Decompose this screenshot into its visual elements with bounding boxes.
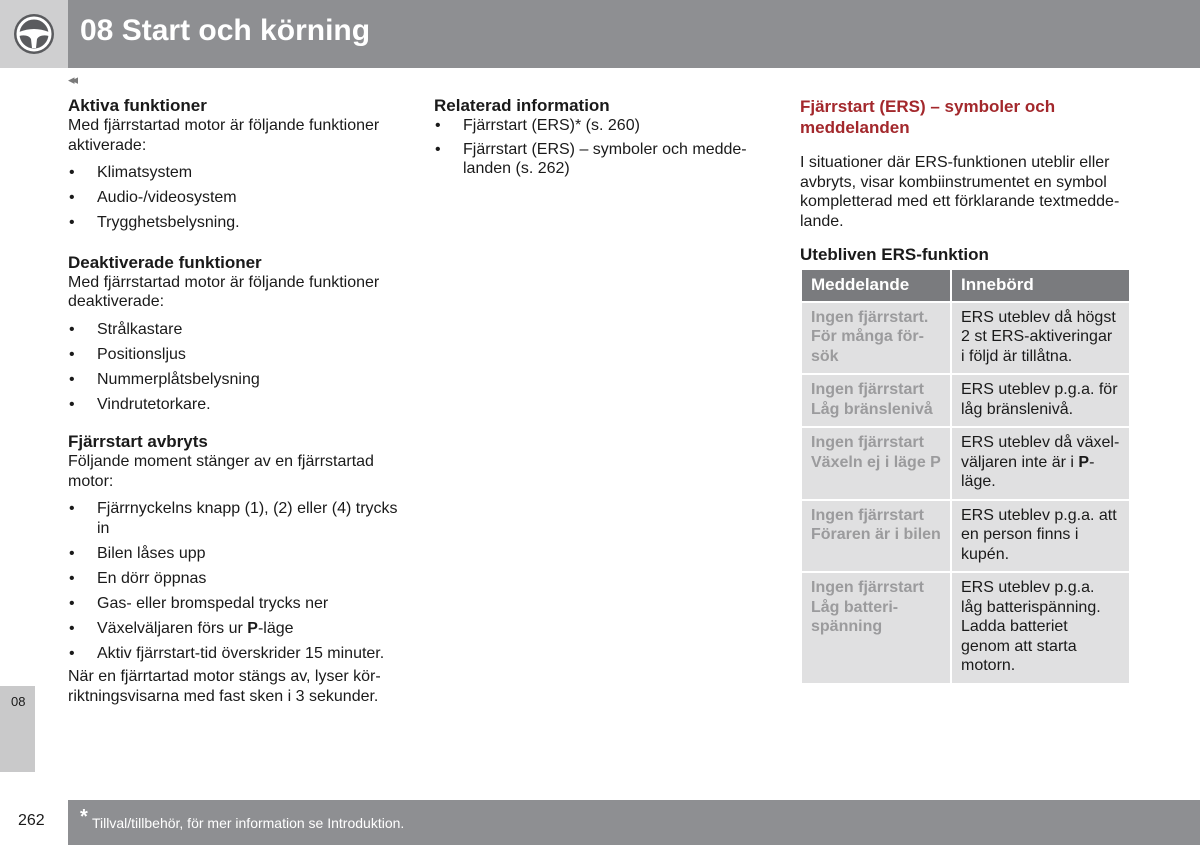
section-intro: I situationer där ERS-funktionen uteblir eller avbryts, visar kombiinstrumentet en symbol kompletterad med ett förklarande textmedde-lande. — [800, 154, 1120, 230]
column-header-meaning: Innebörd — [951, 269, 1130, 302]
header-bar — [68, 0, 1200, 68]
meaning-cell: ERS uteblev p.g.a. att en person finns i kupén. — [951, 500, 1130, 573]
list-item: • Strålkastare — [68, 320, 403, 340]
deactivated-functions-list — [68, 320, 403, 415]
back-arrows-icon[interactable]: ◂◂ — [68, 72, 76, 87]
table-header-row — [801, 269, 1130, 302]
meaning-cell — [951, 427, 1130, 500]
section-heading: Fjärrstart (ERS) – symboler och meddelanden — [800, 97, 1056, 137]
list-item-gear — [68, 619, 403, 639]
column-header-message: Meddelande — [801, 269, 951, 302]
abort-closing-text: När en fjärrtartad motor stängs av, lyser kör-riktningsvisarna med fast sken i 3 sekunder. — [68, 668, 381, 705]
related-link[interactable]: • Fjärrstart (ERS) – symboler och medde-landen (s. 262) — [434, 140, 754, 179]
message-cell: Ingen fjärrstart Föraren är i bilen — [801, 500, 951, 573]
list-item: • Audio-/videosystem — [68, 188, 403, 208]
list-item: • Aktiv fjärrstart-tid överskrider 15 minuter. — [68, 644, 403, 664]
column-3 — [800, 96, 1132, 685]
gear-position-bold: P — [247, 619, 258, 637]
list-item: • Trygghetsbelysning. — [68, 213, 403, 233]
table-row — [801, 500, 1130, 573]
chapter-side-tab[interactable] — [0, 686, 35, 772]
gear-text-prefix: Växelväljaren förs ur — [97, 619, 248, 637]
list-item: • Positionsljus — [68, 345, 403, 365]
table-row — [801, 572, 1130, 684]
meaning-cell: ERS uteblev p.g.a. för låg bränslenivå. — [951, 374, 1130, 427]
message-cell: Ingen fjärrstart. För många för-sök — [801, 302, 951, 375]
deactivated-functions-intro: Med fjärrstartad motor är följande funktioner deaktiverade: — [68, 273, 380, 310]
steering-wheel-icon — [12, 12, 56, 56]
table-row — [801, 302, 1130, 375]
asterisk-marker: * — [80, 806, 88, 828]
page-number: 262 — [18, 812, 45, 829]
deactivated-functions-heading: Deaktiverade funktioner — [68, 252, 262, 272]
table-row — [801, 427, 1130, 500]
chapter-title: 08 Start och körning — [80, 14, 371, 47]
related-link[interactable]: • Fjärrstart (ERS)* (s. 260) — [434, 116, 754, 136]
list-item: • En dörr öppnas — [68, 569, 403, 589]
active-functions-list — [68, 163, 403, 233]
footer-bar — [68, 800, 1200, 845]
active-functions-intro: Med fjärrstartad motor är följande funktioner aktiverade: — [68, 117, 380, 154]
gear-text-suffix: -läge — [257, 619, 294, 637]
column-1 — [68, 96, 403, 706]
abort-heading: Fjärrstart avbryts — [68, 432, 208, 451]
related-info-list — [434, 116, 754, 179]
footer-note: Tillval/tillbehör, för mer information se Introduktion. — [92, 815, 405, 831]
abort-list — [68, 499, 403, 663]
active-functions-heading: Aktiva funktioner — [68, 96, 207, 115]
column-2 — [434, 96, 754, 183]
abort-intro: Följande moment stänger av en fjärrstartad motor: — [68, 453, 374, 490]
meaning-prefix: ERS uteblev då växel-väljaren inte är i — [961, 434, 1120, 471]
gear-position-bold: P — [1078, 453, 1090, 471]
list-item: • Fjärrnyckelns knapp (1), (2) eller (4) trycks in — [68, 499, 403, 538]
list-item: • Gas- eller bromspedal trycks ner — [68, 594, 403, 614]
table-title: Utebliven ERS-funktion — [800, 245, 989, 264]
table-row — [801, 374, 1130, 427]
message-cell: Ingen fjärrstart Låg bränslenivå — [801, 374, 951, 427]
meaning-suffix: -läge. — [961, 453, 1095, 490]
meaning-cell: ERS uteblev p.g.a. låg batterispänning. Ladda batteriet genom att starta motorn. — [951, 572, 1130, 684]
message-cell: Ingen fjärrstart Låg batteri-spänning — [801, 572, 951, 684]
header-logo-area — [0, 0, 68, 68]
list-item: • Nummerplåtsbelysning — [68, 370, 403, 390]
list-item: • Vindrutetorkare. — [68, 395, 403, 415]
list-item: • Klimatsystem — [68, 163, 403, 183]
related-info-heading: Relaterad information — [434, 96, 610, 115]
list-item: • Bilen låses upp — [68, 544, 403, 564]
meaning-cell: ERS uteblev då högst 2 st ERS-aktiveringar i följd är tillåtna. — [951, 302, 1130, 375]
message-cell: Ingen fjärrstart Växeln ej i läge P — [801, 427, 951, 500]
chapter-tab-label: 08 — [11, 694, 26, 709]
ers-message-table — [800, 268, 1131, 685]
